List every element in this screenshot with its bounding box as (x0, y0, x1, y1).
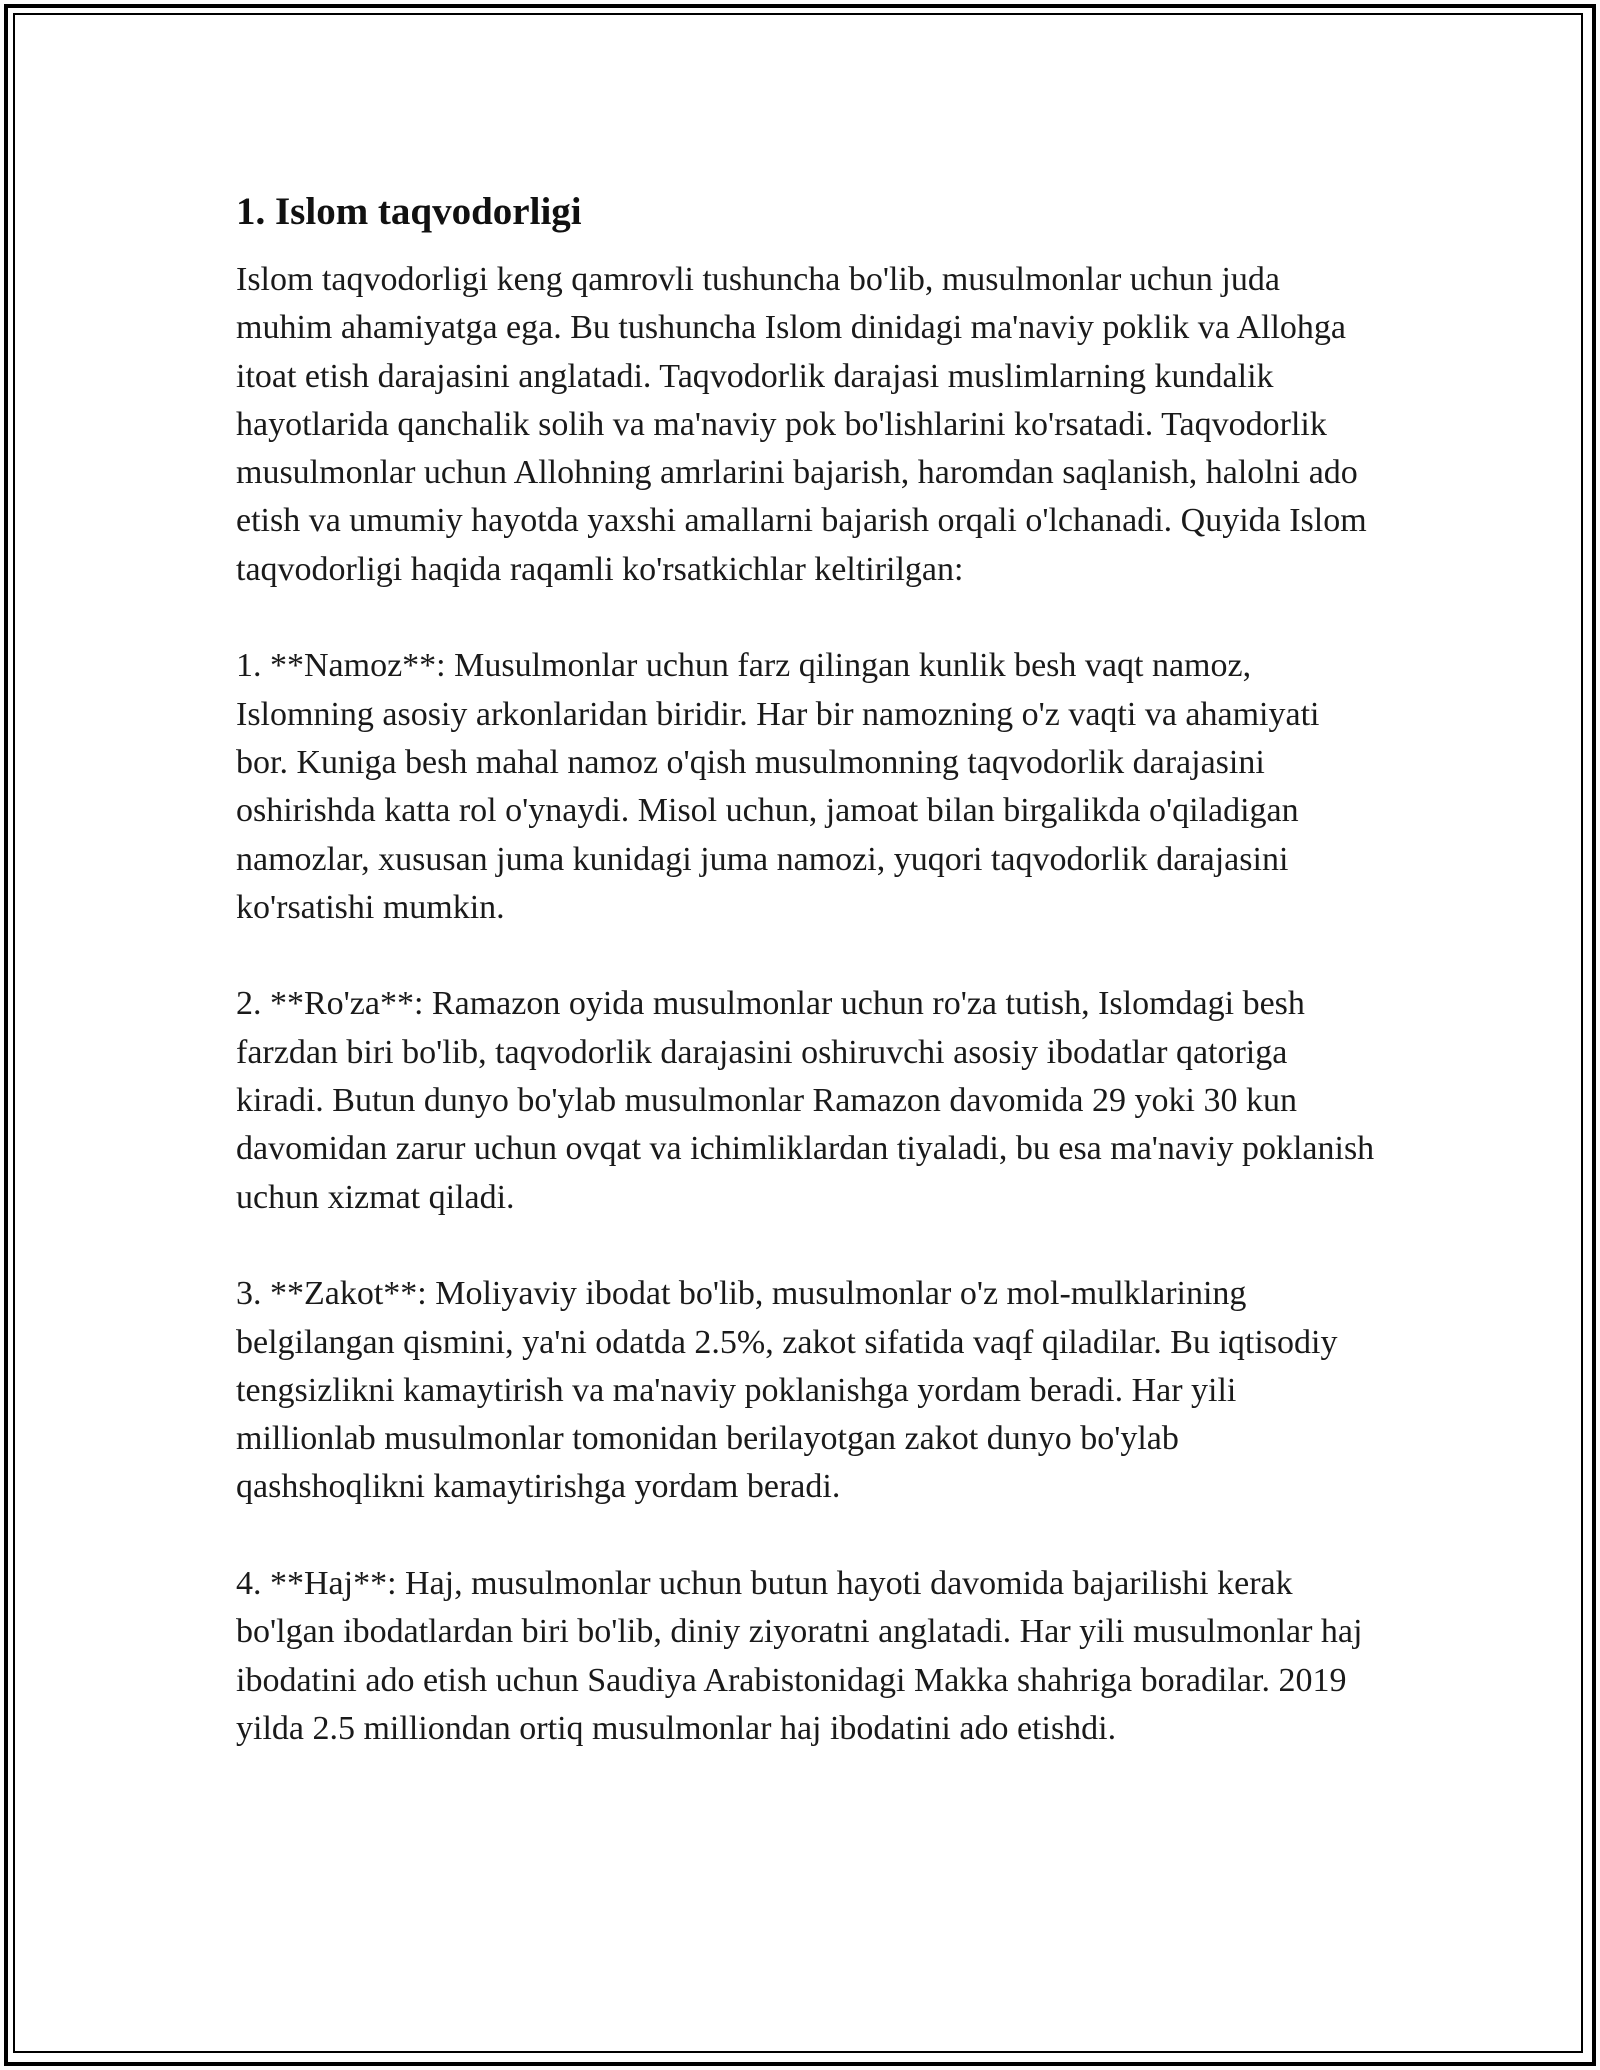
roza-paragraph: 2. **Ro'za**: Ramazon oyida musulmonlar uchun ro'za tutish, Islomdagi besh farzdan biri bo'lib, taqvodorlik darajasini oshiruvchi asosiy ibodatlar qatoriga kiradi. Butun dunyo bo'ylab musulmonlar Ramazon davomida 29 yoki 30 kun davomidan zarur uchun ovqat va ichimliklardan tiyaladi, bu esa ma'naviy poklanish uchun xizmat qiladi. (236, 985, 1383, 1216)
zakot-paragraph: 3. **Zakot**: Moliyaviy ibodat bo'lib, musulmonlar o'z mol-mulklarining belgilangan qismini, ya'ni odatda 2.5%, zakot sifatida vaqf qiladilar. Bu iqtisodiy tengsizlikni kamaytirish va ma'naviy poklanishga yordam beradi. Har yili millionlab musulmonlar tomonidan berilayotgan zakot dunyo bo'ylab qashshoqlikni kamaytirishga yordam beradi. (236, 1275, 1346, 1506)
paragraph-gap (236, 1512, 1376, 1560)
haj-paragraph: 4. **Haj**: Haj, musulmonlar uchun butun hayoti davomida bajarilishi kerak bo'lgan ibodatlardan biri bo'lib, diniy ziyoratni anglatadi. Har yili musulmonlar haj ibodatini ado etish uchun Saudiya Arabistonidagi Makka shahriga boradilar. 2019 yilda 2.5 milliondan ortiq musulmonlar haj ibodatini ado etishdi. (236, 1565, 1371, 1747)
paragraph-gap (236, 1222, 1376, 1270)
paragraph-gap (236, 594, 1376, 642)
intro-paragraph: Islom taqvodorligi keng qamrovli tushuncha bo'lib, musulmonlar uchun juda muhim ahamiyatga ega. Bu tushuncha Islom dinidagi ma'naviy poklik va Allohga itoat etish darajasini anglatadi. Taqvodorlik darajasi muslimlarning kundalik hayotlarida qanchalik solih va ma'naviy pok bo'lishlarini ko'rsatadi. Taqvodorlik musulmonlar uchun Allohning amrlarini bajarish, haromdan saqlanish, halolni ado etish va umumiy hayotda yaxshi amallarni bajarish orqali o'lchanadi. Quyida Islom taqvodorligi haqida raqamli ko'rsatkichlar keltirilgan: (236, 261, 1376, 588)
paragraph-gap (236, 932, 1376, 980)
section-heading: 1. Islom taqvodorligi (236, 190, 582, 233)
namoz-paragraph: 1. **Namoz**: Musulmonlar uchun farz qilingan kunlik besh vaqt namoz, Islomning asosiy arkonlaridan biridir. Har bir namozning o'z vaqti va ahamiyati bor. Kuniga besh mahal namoz o'qish musulmonning taqvodorlik darajasini oshirishda katta rol o'ynaydi. Misol uchun, jamoat bilan birgalikda o'qiladigan namozlar, xususan juma kunidagi juma namozi, yuqori taqvodorlik darajasini ko'rsatishi mumkin. (236, 647, 1328, 926)
document-body (236, 186, 1383, 1753)
